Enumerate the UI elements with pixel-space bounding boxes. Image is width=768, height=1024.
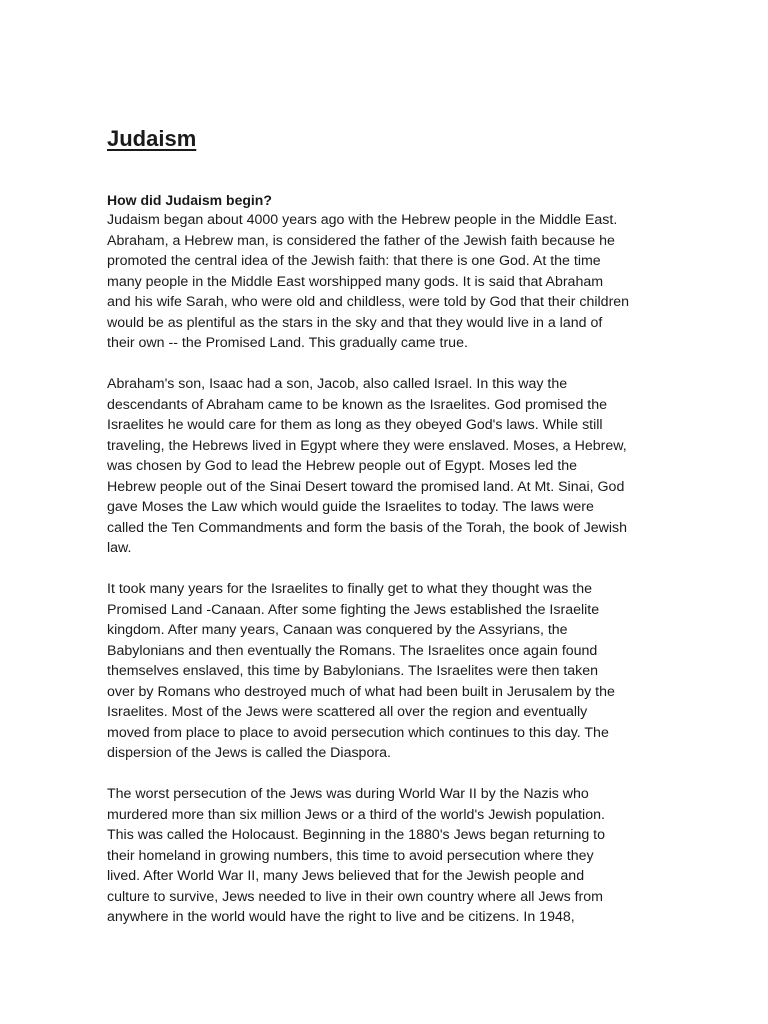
paragraph-line: culture to survive, Jews needed to live in their own country where all Jews from xyxy=(107,888,603,905)
paragraph-line: law. xyxy=(107,540,132,556)
paragraph-line: Judaism began about 4000 years ago with the Hebrew people in the Middle East. xyxy=(107,212,618,228)
paragraph-line: many people in the Middle East worshipped many gods. It is said that Abraham xyxy=(107,273,604,290)
paragraph-line: kingdom. After many years, Canaan was conquered by the Assyrians, the xyxy=(107,622,568,638)
paragraph-1 xyxy=(107,210,667,354)
section-heading: How did Judaism begin? xyxy=(107,192,272,208)
paragraph-line: and his wife Sarah, who were old and childless, were told by God that their children xyxy=(107,294,630,310)
document-title: Judaism xyxy=(107,126,197,151)
paragraph-line: their own -- the Promised Land. This gradually came true. xyxy=(107,335,468,351)
paragraph-2 xyxy=(107,374,667,559)
paragraph-line: Israelites. Most of the Jews were scattered all over the region and eventually xyxy=(107,704,588,720)
paragraph-line: was chosen by God to lead the Hebrew people out of Egypt. Moses led the xyxy=(107,458,578,474)
paragraph-line: would be as plentiful as the stars in the sky and that they would live in a land of xyxy=(107,314,603,331)
paragraph-line: Promised Land -Canaan. After some fighting the Jews established the Israelite xyxy=(107,601,600,618)
paragraph-4 xyxy=(107,784,667,928)
paragraph-line: Israelites he would care for them as long as they obeyed God's laws. While still xyxy=(107,417,603,433)
paragraph-line: over by Romans who destroyed much of what had been built in Jerusalem by the xyxy=(107,683,615,700)
paragraph-line: The worst persecution of the Jews was during World War II by the Nazis who xyxy=(107,786,589,802)
paragraph-line: lived. After World War II, many Jews believed that for the Jewish people and xyxy=(107,868,585,884)
paragraph-line: descendants of Abraham came to be known as the Israelites. God promised the xyxy=(107,396,607,413)
paragraph-line: promoted the central idea of the Jewish faith: that there is one God. At the time xyxy=(107,253,601,269)
paragraph-line: themselves enslaved, this time by Babylonians. The Israelites were then taken xyxy=(107,663,599,679)
paragraph-line: Abraham, a Hebrew man, is considered the father of the Jewish faith because he xyxy=(107,232,615,249)
paragraph-line: murdered more than six million Jews or a third of the world's Jewish population. xyxy=(107,806,605,823)
paragraph-line: traveling, the Hebrews lived in Egypt where they were enslaved. Moses, a Hebrew, xyxy=(107,437,627,454)
paragraph-line: their homeland in growing numbers, this time to avoid persecution where they xyxy=(107,847,594,864)
paragraph-line: anywhere in the world would have the right to live and be citizens. In 1948, xyxy=(107,909,575,925)
paragraph-line: Abraham's son, Isaac had a son, Jacob, also called Israel. In this way the xyxy=(107,376,568,392)
paragraph-line: It took many years for the Israelites to finally get to what they thought was the xyxy=(107,581,592,597)
paragraph-3 xyxy=(107,579,667,764)
paragraph-line: Babylonians and then eventually the Romans. The Israelites once again found xyxy=(107,642,598,659)
paragraph-line: gave Moses the Law which would guide the Israelites to today. The laws were xyxy=(107,499,594,515)
paragraph-line: called the Ten Commandments and form the basis of the Torah, the book of Jewish xyxy=(107,519,627,536)
paragraph-line: This was called the Holocaust. Beginning in the 1880's Jews began returning to xyxy=(107,827,605,843)
paragraph-line: moved from place to place to avoid persecution which continues to this day. The xyxy=(107,724,609,741)
paragraph-line: dispersion of the Jews is called the Diaspora. xyxy=(107,745,391,761)
paragraph-line: Hebrew people out of the Sinai Desert toward the promised land. At Mt. Sinai, God xyxy=(107,478,625,495)
